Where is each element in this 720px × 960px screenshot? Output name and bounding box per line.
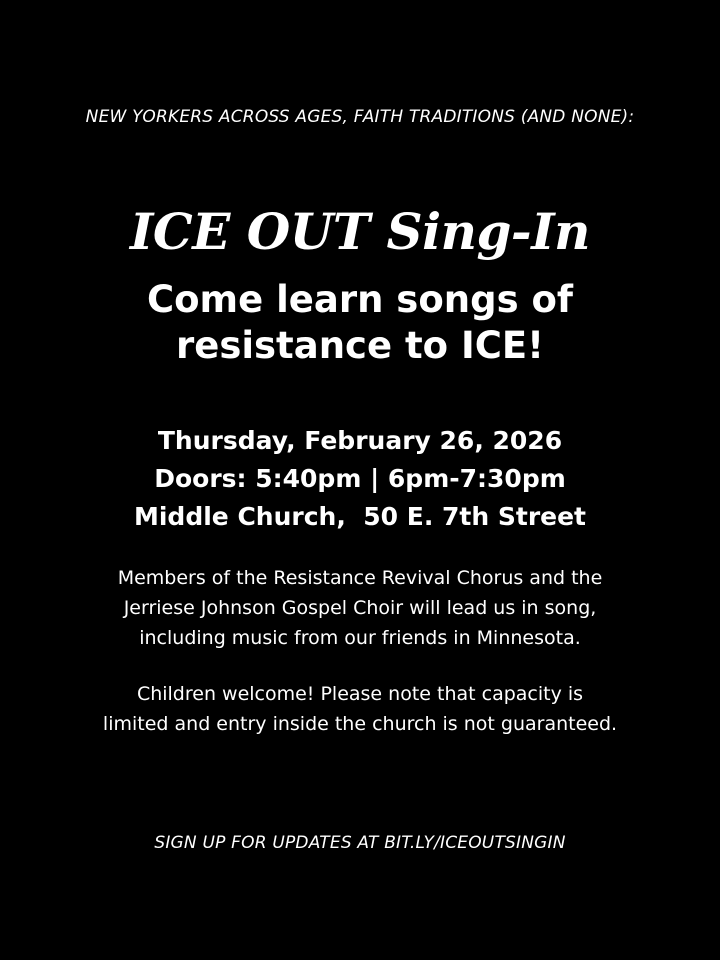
note-line-2: limited and entry inside the church is not guaranteed.	[102, 713, 618, 735]
subtitle-line-1: Come learn songs of	[146, 278, 573, 321]
audience-line: NEW YORKERS ACROSS AGES, FAITH TRADITIONS (AND NONE):	[85, 107, 635, 127]
description-line-2: Jerriese Johnson Gospel Choir will lead us in song,	[123, 597, 597, 619]
subtitle-line-2: resistance to ICE!	[175, 324, 545, 367]
event-title: ICE OUT Sing-In	[130, 202, 590, 261]
signup-line: SIGN UP FOR UPDATES AT BIT.LY/ICEOUTSINGIN	[154, 833, 566, 853]
event-location: Middle Church, 50 E. 7th Street	[133, 502, 587, 531]
description-line-1: Members of the Resistance Revival Chorus and the	[117, 567, 603, 589]
event-date: Thursday, February 26, 2026	[157, 426, 563, 455]
description-line-3: including music from our friends in Minnesota.	[139, 627, 581, 649]
note-line-1: Children welcome! Please note that capacity is	[136, 683, 584, 705]
event-time: Doors: 5:40pm | 6pm-7:30pm	[154, 464, 566, 493]
